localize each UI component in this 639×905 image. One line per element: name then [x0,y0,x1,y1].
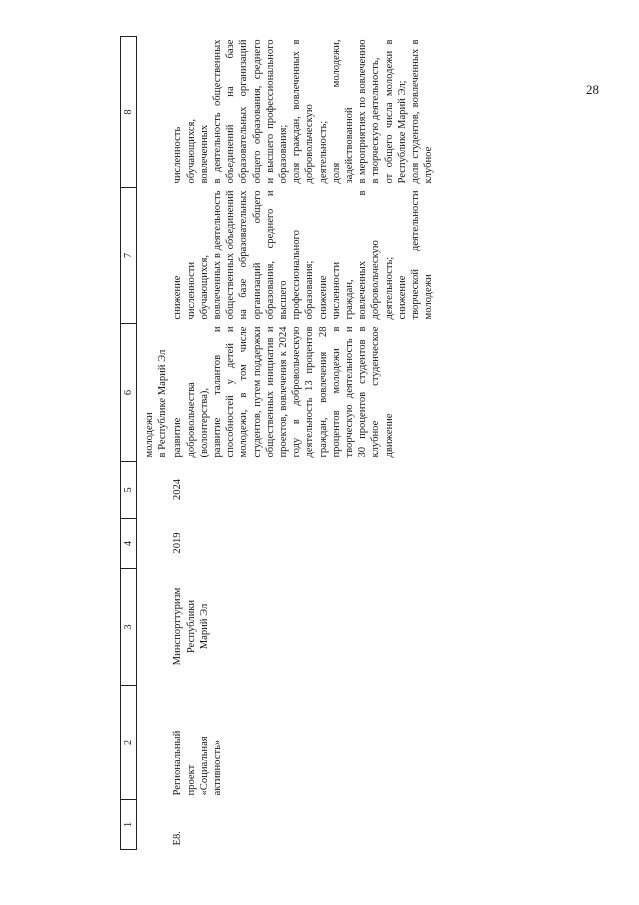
expected-result: развитие добровольчества (волонтерства), развитие талантов и способностей у детей и молодежи, в том числе студентов, путем поддержки общественных инициатив и проектов, вовлечения к 2024 году в добровольческую деятельность 13 процентов граждан, вовлечения 28 процентов молодежи в творческую деятельность и 30 процентов студентов в клубное студенческое движение [172,326,395,458]
program-table [120,36,435,850]
header-row [121,37,137,850]
indicators: численность обучающихся, вовлеченных в деятельность общественных объединений на базе образовательных организаций общего образования, среднего и высшего профессионального образования; доля граждан, вовлеченных в добровольческую деятельность; доля молодежи, задействованной в мероприятиях по вовлечению в творческую деятельность, от общего числа молодежи в Республике Марий Эл; доля студентов, вовлеченных в клубное [172,39,435,184]
start-year: 2019 [172,532,184,554]
continuation-row [137,37,170,850]
header-col-6: 6 [121,324,137,462]
project-name: Региональный проект «Социальная активность» [172,730,224,796]
header-col-1: 1 [121,800,137,850]
table-header [121,37,137,850]
end-year: 2024 [172,478,184,501]
header-col-5: 5 [121,462,137,519]
row-number: Е8. [172,831,184,846]
header-col-3: 3 [121,569,137,686]
header-col-7: 7 [121,188,137,324]
rotated-table-sheet [120,39,639,850]
table-row [169,37,435,850]
header-col-8: 8 [121,37,137,188]
continuation-text: молодежи в Республике Марий Эл [144,349,169,458]
header-col-2: 2 [121,686,137,800]
page-number: 28 [586,82,599,97]
executor: Минспорттуризм Республики Марий Эл [172,587,210,666]
header-col-4: 4 [121,519,137,569]
consequences: снижение численности обучающихся, вовлеченных в деятельность общественных объединений на базе образовательных организаций общего образования, среднего и высшего профессионального образования; снижение численности граждан, вовлеченных в добровольческую деятельность; снижение творческой деятельности молодежи [172,190,435,320]
